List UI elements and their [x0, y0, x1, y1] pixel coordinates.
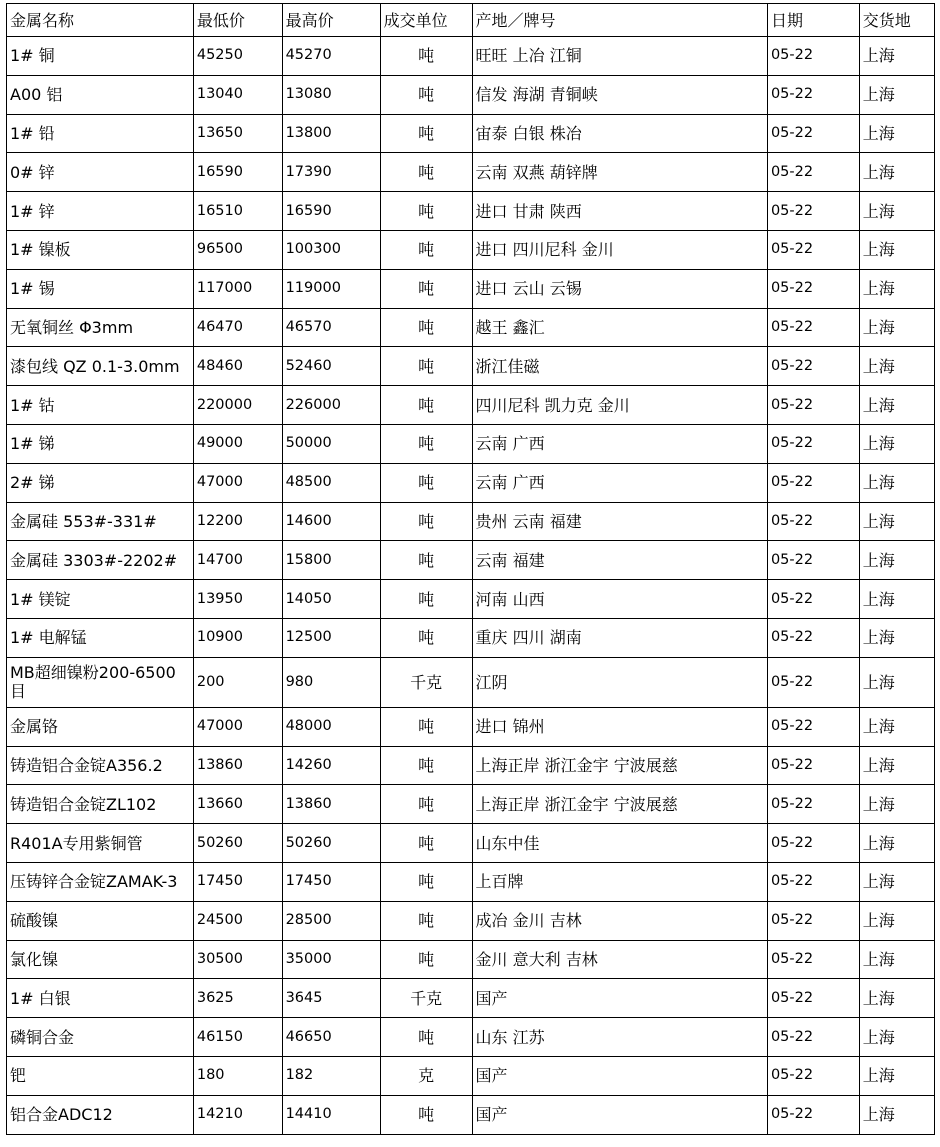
cell-highest-price: 14410: [282, 1095, 380, 1134]
cell-trade-unit: 吨: [380, 153, 472, 192]
cell-origin-brand: 浙江佳磁: [472, 347, 767, 386]
cell-trade-unit: 吨: [380, 824, 472, 863]
cell-metal-name: 铸造铝合金锭A356.2: [7, 746, 194, 785]
cell-delivery-place: 上海: [859, 1018, 934, 1057]
cell-origin-brand: 进口 云山 云锡: [472, 269, 767, 308]
cell-lowest-price: 16510: [193, 192, 282, 231]
cell-delivery-place: 上海: [859, 746, 934, 785]
cell-lowest-price: 220000: [193, 386, 282, 425]
cell-delivery-place: 上海: [859, 37, 934, 76]
cell-trade-unit: 吨: [380, 386, 472, 425]
cell-delivery-place: 上海: [859, 824, 934, 863]
cell-origin-brand: 云南 广西: [472, 463, 767, 502]
cell-lowest-price: 16590: [193, 153, 282, 192]
cell-origin-brand: 进口 锦州: [472, 707, 767, 746]
cell-trade-unit: 吨: [380, 424, 472, 463]
cell-origin-brand: 云南 广西: [472, 424, 767, 463]
cell-lowest-price: 47000: [193, 707, 282, 746]
cell-trade-unit: 吨: [380, 940, 472, 979]
cell-trade-unit: 吨: [380, 75, 472, 114]
cell-delivery-place: 上海: [859, 785, 934, 824]
table-row: [7, 269, 935, 308]
cell-metal-name: 1# 铜: [7, 37, 194, 76]
cell-origin-brand: 国产: [472, 1095, 767, 1134]
cell-date: 05-22: [767, 153, 859, 192]
cell-highest-price: 45270: [282, 37, 380, 76]
cell-lowest-price: 30500: [193, 940, 282, 979]
header-highest-price: 最高价: [282, 4, 380, 37]
cell-metal-name: 氯化镍: [7, 940, 194, 979]
table-row: [7, 580, 935, 619]
cell-highest-price: 46650: [282, 1018, 380, 1057]
cell-metal-name: 压铸锌合金锭ZAMAK-3: [7, 862, 194, 901]
table-row: [7, 37, 935, 76]
cell-date: 05-22: [767, 618, 859, 657]
cell-trade-unit: 吨: [380, 308, 472, 347]
cell-trade-unit: 吨: [380, 114, 472, 153]
cell-trade-unit: 吨: [380, 1095, 472, 1134]
cell-delivery-place: 上海: [859, 75, 934, 114]
table-row: [7, 657, 935, 707]
cell-trade-unit: 吨: [380, 541, 472, 580]
cell-delivery-place: 上海: [859, 541, 934, 580]
cell-highest-price: 48500: [282, 463, 380, 502]
cell-trade-unit: 吨: [380, 618, 472, 657]
cell-metal-name: 钯: [7, 1056, 194, 1095]
cell-trade-unit: 吨: [380, 463, 472, 502]
cell-origin-brand: 国产: [472, 1056, 767, 1095]
cell-metal-name: 2# 锑: [7, 463, 194, 502]
cell-origin-brand: 上百牌: [472, 862, 767, 901]
cell-trade-unit: 吨: [380, 269, 472, 308]
cell-metal-name: 磷铜合金: [7, 1018, 194, 1057]
cell-delivery-place: 上海: [859, 153, 934, 192]
cell-highest-price: 13080: [282, 75, 380, 114]
table-row: [7, 75, 935, 114]
cell-date: 05-22: [767, 580, 859, 619]
cell-date: 05-22: [767, 541, 859, 580]
cell-date: 05-22: [767, 75, 859, 114]
cell-metal-name: 0# 锌: [7, 153, 194, 192]
cell-delivery-place: 上海: [859, 114, 934, 153]
cell-origin-brand: 重庆 四川 湖南: [472, 618, 767, 657]
cell-delivery-place: 上海: [859, 230, 934, 269]
cell-date: 05-22: [767, 463, 859, 502]
cell-metal-name: A00 铝: [7, 75, 194, 114]
cell-lowest-price: 47000: [193, 463, 282, 502]
cell-trade-unit: 吨: [380, 192, 472, 231]
cell-trade-unit: 吨: [380, 1018, 472, 1057]
cell-delivery-place: 上海: [859, 463, 934, 502]
header-lowest-price: 最低价: [193, 4, 282, 37]
cell-trade-unit: 吨: [380, 901, 472, 940]
cell-highest-price: 16590: [282, 192, 380, 231]
cell-date: 05-22: [767, 1056, 859, 1095]
table-row: [7, 502, 935, 541]
cell-metal-name: 1# 锡: [7, 269, 194, 308]
cell-highest-price: 100300: [282, 230, 380, 269]
cell-origin-brand: 金川 意大利 吉林: [472, 940, 767, 979]
table-row: [7, 785, 935, 824]
table-row: [7, 862, 935, 901]
table-row: [7, 940, 935, 979]
table-row: [7, 192, 935, 231]
cell-lowest-price: 14700: [193, 541, 282, 580]
cell-delivery-place: 上海: [859, 192, 934, 231]
cell-lowest-price: 13950: [193, 580, 282, 619]
cell-date: 05-22: [767, 386, 859, 425]
table-row: [7, 1095, 935, 1134]
cell-highest-price: 13860: [282, 785, 380, 824]
table-row: [7, 979, 935, 1018]
cell-date: 05-22: [767, 347, 859, 386]
cell-origin-brand: 旺旺 上冶 江铜: [472, 37, 767, 76]
table-row: [7, 347, 935, 386]
cell-delivery-place: 上海: [859, 308, 934, 347]
cell-metal-name: 铝合金ADC12: [7, 1095, 194, 1134]
cell-origin-brand: 山东 江苏: [472, 1018, 767, 1057]
cell-origin-brand: 信发 海湖 青铜峡: [472, 75, 767, 114]
cell-delivery-place: 上海: [859, 707, 934, 746]
table-row: [7, 901, 935, 940]
cell-date: 05-22: [767, 901, 859, 940]
cell-delivery-place: 上海: [859, 347, 934, 386]
cell-origin-brand: 上海正岸 浙江金宇 宁波展慈: [472, 785, 767, 824]
cell-date: 05-22: [767, 940, 859, 979]
cell-origin-brand: 成冶 金川 吉林: [472, 901, 767, 940]
cell-delivery-place: 上海: [859, 502, 934, 541]
cell-metal-name: 铸造铝合金锭ZL102: [7, 785, 194, 824]
cell-lowest-price: 13660: [193, 785, 282, 824]
cell-origin-brand: 山东中佳: [472, 824, 767, 863]
table-row: [7, 618, 935, 657]
cell-date: 05-22: [767, 424, 859, 463]
cell-highest-price: 17450: [282, 862, 380, 901]
table-body: [7, 37, 935, 1135]
cell-origin-brand: 四川尼科 凯力克 金川: [472, 386, 767, 425]
table-row: [7, 153, 935, 192]
cell-lowest-price: 49000: [193, 424, 282, 463]
cell-origin-brand: 云南 福建: [472, 541, 767, 580]
cell-date: 05-22: [767, 707, 859, 746]
table-row: [7, 746, 935, 785]
cell-date: 05-22: [767, 114, 859, 153]
cell-date: 05-22: [767, 657, 859, 707]
cell-highest-price: 35000: [282, 940, 380, 979]
cell-delivery-place: 上海: [859, 901, 934, 940]
header-origin-brand: 产地／牌号: [472, 4, 767, 37]
cell-trade-unit: 吨: [380, 580, 472, 619]
table-row: [7, 230, 935, 269]
header-row: [7, 4, 935, 37]
cell-origin-brand: 贵州 云南 福建: [472, 502, 767, 541]
cell-highest-price: 12500: [282, 618, 380, 657]
cell-highest-price: 48000: [282, 707, 380, 746]
table-row: [7, 463, 935, 502]
cell-highest-price: 50260: [282, 824, 380, 863]
cell-highest-price: 28500: [282, 901, 380, 940]
cell-delivery-place: 上海: [859, 386, 934, 425]
cell-highest-price: 52460: [282, 347, 380, 386]
metal-price-table: [6, 3, 935, 1135]
header-metal-name: 金属名称: [7, 4, 194, 37]
cell-delivery-place: 上海: [859, 618, 934, 657]
cell-date: 05-22: [767, 862, 859, 901]
cell-metal-name: 1# 锑: [7, 424, 194, 463]
cell-lowest-price: 96500: [193, 230, 282, 269]
cell-highest-price: 14600: [282, 502, 380, 541]
cell-delivery-place: 上海: [859, 940, 934, 979]
table-row: [7, 707, 935, 746]
cell-lowest-price: 13650: [193, 114, 282, 153]
cell-highest-price: 46570: [282, 308, 380, 347]
cell-lowest-price: 45250: [193, 37, 282, 76]
cell-lowest-price: 24500: [193, 901, 282, 940]
header-trade-unit: 成交单位: [380, 4, 472, 37]
cell-metal-name: 1# 镍板: [7, 230, 194, 269]
cell-lowest-price: 48460: [193, 347, 282, 386]
cell-highest-price: 3645: [282, 979, 380, 1018]
cell-lowest-price: 13040: [193, 75, 282, 114]
cell-origin-brand: 上海正岸 浙江金宇 宁波展慈: [472, 746, 767, 785]
cell-date: 05-22: [767, 746, 859, 785]
header-date: 日期: [767, 4, 859, 37]
cell-metal-name: MB超细镍粉200-6500目: [7, 657, 194, 707]
cell-delivery-place: 上海: [859, 657, 934, 707]
cell-origin-brand: 河南 山西: [472, 580, 767, 619]
cell-highest-price: 119000: [282, 269, 380, 308]
cell-origin-brand: 进口 甘肃 陕西: [472, 192, 767, 231]
cell-delivery-place: 上海: [859, 580, 934, 619]
cell-date: 05-22: [767, 979, 859, 1018]
cell-trade-unit: 吨: [380, 707, 472, 746]
cell-delivery-place: 上海: [859, 269, 934, 308]
cell-trade-unit: 千克: [380, 657, 472, 707]
cell-metal-name: 无氧铜丝 Φ3mm: [7, 308, 194, 347]
cell-delivery-place: 上海: [859, 424, 934, 463]
cell-metal-name: 硫酸镍: [7, 901, 194, 940]
cell-date: 05-22: [767, 192, 859, 231]
table-row: [7, 308, 935, 347]
cell-lowest-price: 3625: [193, 979, 282, 1018]
cell-trade-unit: 吨: [380, 37, 472, 76]
cell-metal-name: R401A专用紫铜管: [7, 824, 194, 863]
cell-trade-unit: 克: [380, 1056, 472, 1095]
cell-lowest-price: 10900: [193, 618, 282, 657]
cell-date: 05-22: [767, 308, 859, 347]
cell-lowest-price: 117000: [193, 269, 282, 308]
cell-trade-unit: 吨: [380, 347, 472, 386]
cell-highest-price: 13800: [282, 114, 380, 153]
cell-metal-name: 漆包线 QZ 0.1-3.0mm: [7, 347, 194, 386]
table-row: [7, 824, 935, 863]
cell-highest-price: 50000: [282, 424, 380, 463]
cell-lowest-price: 46470: [193, 308, 282, 347]
cell-highest-price: 226000: [282, 386, 380, 425]
cell-date: 05-22: [767, 230, 859, 269]
cell-highest-price: 14050: [282, 580, 380, 619]
cell-lowest-price: 13860: [193, 746, 282, 785]
cell-origin-brand: 进口 四川尼科 金川: [472, 230, 767, 269]
table-row: [7, 386, 935, 425]
table-row: [7, 1018, 935, 1057]
table-row: [7, 541, 935, 580]
cell-date: 05-22: [767, 785, 859, 824]
cell-delivery-place: 上海: [859, 1056, 934, 1095]
cell-delivery-place: 上海: [859, 1095, 934, 1134]
cell-date: 05-22: [767, 502, 859, 541]
cell-highest-price: 15800: [282, 541, 380, 580]
cell-lowest-price: 180: [193, 1056, 282, 1095]
cell-metal-name: 1# 铅: [7, 114, 194, 153]
cell-date: 05-22: [767, 1095, 859, 1134]
cell-date: 05-22: [767, 269, 859, 308]
cell-metal-name: 1# 电解锰: [7, 618, 194, 657]
cell-lowest-price: 12200: [193, 502, 282, 541]
cell-metal-name: 1# 白银: [7, 979, 194, 1018]
table-row: [7, 424, 935, 463]
header-delivery-place: 交货地: [859, 4, 934, 37]
cell-trade-unit: 千克: [380, 979, 472, 1018]
cell-trade-unit: 吨: [380, 785, 472, 824]
cell-origin-brand: 国产: [472, 979, 767, 1018]
cell-metal-name: 1# 钴: [7, 386, 194, 425]
cell-date: 05-22: [767, 37, 859, 76]
cell-metal-name: 金属硅 3303#-2202#: [7, 541, 194, 580]
table-row: [7, 114, 935, 153]
cell-lowest-price: 17450: [193, 862, 282, 901]
cell-metal-name: 1# 镁锭: [7, 580, 194, 619]
cell-date: 05-22: [767, 824, 859, 863]
table-row: [7, 1056, 935, 1095]
cell-trade-unit: 吨: [380, 746, 472, 785]
cell-delivery-place: 上海: [859, 979, 934, 1018]
cell-metal-name: 金属硅 553#-331#: [7, 502, 194, 541]
cell-origin-brand: 宙泰 白银 株冶: [472, 114, 767, 153]
cell-trade-unit: 吨: [380, 862, 472, 901]
cell-metal-name: 1# 锌: [7, 192, 194, 231]
cell-trade-unit: 吨: [380, 230, 472, 269]
cell-lowest-price: 14210: [193, 1095, 282, 1134]
cell-highest-price: 980: [282, 657, 380, 707]
cell-lowest-price: 50260: [193, 824, 282, 863]
cell-delivery-place: 上海: [859, 862, 934, 901]
cell-metal-name: 金属铬: [7, 707, 194, 746]
cell-highest-price: 17390: [282, 153, 380, 192]
cell-origin-brand: 越王 鑫汇: [472, 308, 767, 347]
cell-origin-brand: 云南 双燕 葫锌牌: [472, 153, 767, 192]
cell-trade-unit: 吨: [380, 502, 472, 541]
cell-highest-price: 14260: [282, 746, 380, 785]
cell-lowest-price: 200: [193, 657, 282, 707]
cell-origin-brand: 江阴: [472, 657, 767, 707]
cell-lowest-price: 46150: [193, 1018, 282, 1057]
cell-highest-price: 182: [282, 1056, 380, 1095]
cell-date: 05-22: [767, 1018, 859, 1057]
